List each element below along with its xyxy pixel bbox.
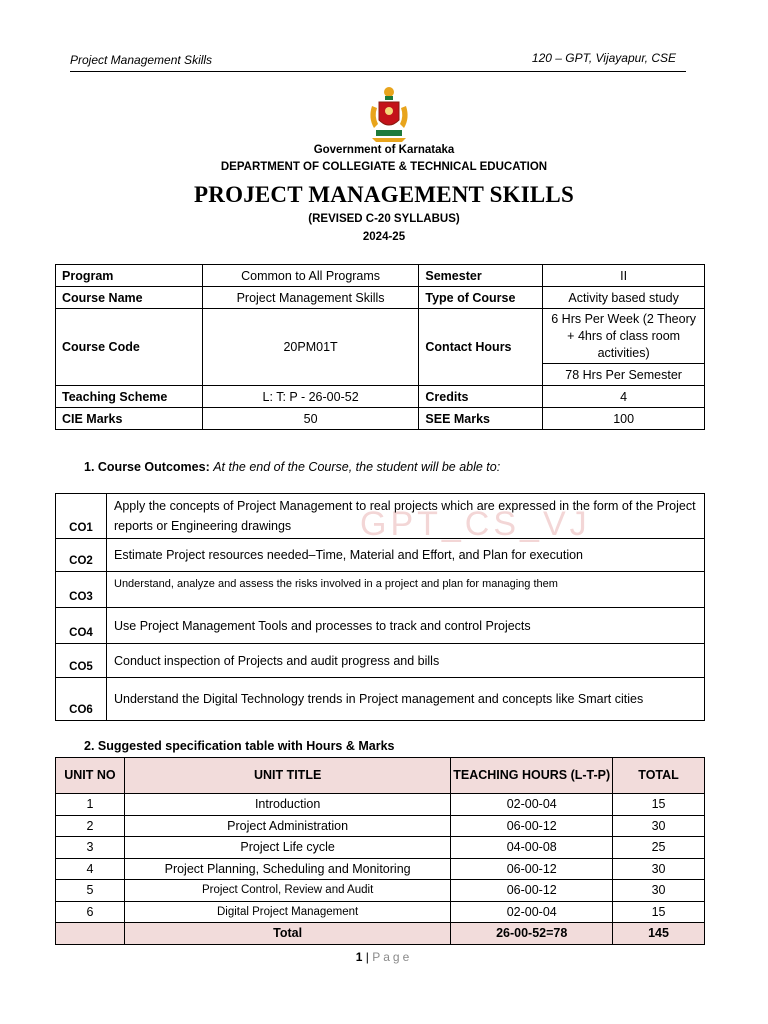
semester-label: Semester (419, 265, 543, 287)
cie-marks-value: 50 (202, 408, 419, 430)
col-header-total: TOTAL (613, 758, 705, 794)
co-code: CO1 (56, 494, 107, 539)
see-marks-value: 100 (543, 408, 705, 430)
unit-total: 30 (613, 858, 705, 880)
table-row (56, 494, 705, 539)
co-code: CO2 (56, 539, 107, 572)
total-label: Total (124, 923, 450, 945)
co-code: CO6 (56, 678, 107, 721)
table-row (56, 794, 705, 816)
table-total-row (56, 923, 705, 945)
unit-total: 15 (613, 794, 705, 816)
table-row (56, 265, 705, 287)
unit-no: 1 (56, 794, 125, 816)
program-value: Common to All Programs (202, 265, 419, 287)
header-institution: 120 – GPT, Vijayapur, CSE (531, 51, 676, 65)
teaching-scheme-value: L: T: P - 26-00-52 (202, 386, 419, 408)
total-hours: 26-00-52=78 (451, 923, 613, 945)
specification-table (55, 757, 705, 945)
unit-title: Introduction (124, 794, 450, 816)
karnataka-emblem-icon (366, 84, 412, 144)
unit-no: 6 (56, 901, 125, 923)
co-text: Conduct inspection of Projects and audit progress and bills (107, 644, 705, 678)
syllabus-revision: (REVISED C-20 SYLLABUS) (308, 213, 460, 225)
col-header-unit-no: UNIT NO (56, 758, 125, 794)
program-label: Program (56, 265, 203, 287)
page-footer (0, 950, 768, 964)
watermark: GPT_CS_VJ (360, 505, 591, 543)
table-row (56, 880, 705, 902)
unit-total: 30 (613, 815, 705, 837)
co-code: CO4 (56, 608, 107, 644)
document-title: PROJECT MANAGEMENT SKILLS (194, 182, 574, 207)
unit-no: 4 (56, 858, 125, 880)
teaching-scheme-label: Teaching Scheme (56, 386, 203, 408)
unit-hours: 02-00-04 (451, 901, 613, 923)
co-text: Understand, analyze and assess the risks involved in a project and plan for managing them (107, 572, 705, 608)
unit-no: 5 (56, 880, 125, 902)
co-code: CO5 (56, 644, 107, 678)
course-type-label: Type of Course (419, 287, 543, 309)
section-specification-heading: 2. Suggested specification table with Hours & Marks (84, 739, 395, 753)
unit-no: 2 (56, 815, 125, 837)
table-row (56, 408, 705, 430)
page-separator: | (365, 950, 369, 964)
course-code-label: Course Code (56, 309, 203, 386)
section-course-outcomes-heading (84, 460, 500, 474)
co-code: CO3 (56, 572, 107, 608)
header-course-title: Project Management Skills (70, 53, 213, 67)
cie-marks-label: CIE Marks (56, 408, 203, 430)
contact-hours-week: 6 Hrs Per Week (2 Theory + 4hrs of class room activities) (543, 309, 705, 364)
unit-no: 3 (56, 837, 125, 859)
credits-value: 4 (543, 386, 705, 408)
table-row (56, 309, 705, 364)
section-title: 1. Course Outcomes: (84, 460, 210, 474)
section-subtitle: At the end of the Course, the student will be able to: (213, 460, 501, 474)
table-row (56, 287, 705, 309)
credits-label: Credits (419, 386, 543, 408)
table-row (56, 901, 705, 923)
unit-title: Project Life cycle (124, 837, 450, 859)
see-marks-label: SEE Marks (419, 408, 543, 430)
course-code-value: 20PM01T (202, 309, 419, 386)
unit-hours: 06-00-12 (451, 880, 613, 902)
table-row (56, 858, 705, 880)
course-type-value: Activity based study (543, 287, 705, 309)
table-row (56, 539, 705, 572)
unit-title: Digital Project Management (124, 901, 450, 923)
table-row (56, 678, 705, 721)
unit-total: 25 (613, 837, 705, 859)
contact-hours-semester: 78 Hrs Per Semester (543, 364, 705, 386)
table-row (56, 644, 705, 678)
table-row (56, 386, 705, 408)
unit-total: 15 (613, 901, 705, 923)
table-header-row (56, 758, 705, 794)
co-text: Apply the concepts of Project Management to real projects which are expressed in the form of the Project reports or Engineering drawings (107, 494, 705, 539)
col-header-teaching-hours: TEACHING HOURS (L-T-P) (451, 758, 613, 794)
unit-hours: 04-00-08 (451, 837, 613, 859)
course-name-value: Project Management Skills (202, 287, 419, 309)
total-marks: 145 (613, 923, 705, 945)
unit-title: Project Planning, Scheduling and Monitoring (124, 858, 450, 880)
table-row (56, 815, 705, 837)
table-row (56, 837, 705, 859)
co-text: Understand the Digital Technology trends in Project management and concepts like Smart cities (107, 678, 705, 721)
government-name: Government of Karnataka (313, 144, 455, 156)
course-info-table (55, 264, 705, 430)
unit-title: Project Administration (124, 815, 450, 837)
col-header-unit-title: UNIT TITLE (124, 758, 450, 794)
page-number: 1 (355, 950, 363, 964)
total-row-blank (56, 923, 125, 945)
semester-value: II (543, 265, 705, 287)
co-text: Estimate Project resources needed–Time, Material and Effort, and Plan for execution (107, 539, 705, 572)
page-header (70, 50, 686, 72)
contact-hours-label: Contact Hours (419, 309, 543, 386)
co-text: Use Project Management Tools and processes to track and control Projects (107, 608, 705, 644)
unit-hours: 06-00-12 (451, 858, 613, 880)
unit-title: Project Control, Review and Audit (124, 880, 450, 902)
unit-total: 30 (613, 880, 705, 902)
unit-hours: 06-00-12 (451, 815, 613, 837)
department-name: DEPARTMENT OF COLLEGIATE & TECHNICAL EDUCATION (220, 161, 548, 173)
course-outcomes-table (55, 493, 705, 721)
table-row (56, 608, 705, 644)
unit-hours: 02-00-04 (451, 794, 613, 816)
course-name-label: Course Name (56, 287, 203, 309)
academic-year: 2024-25 (362, 231, 406, 243)
page-label: Page (372, 950, 413, 964)
table-row (56, 572, 705, 608)
